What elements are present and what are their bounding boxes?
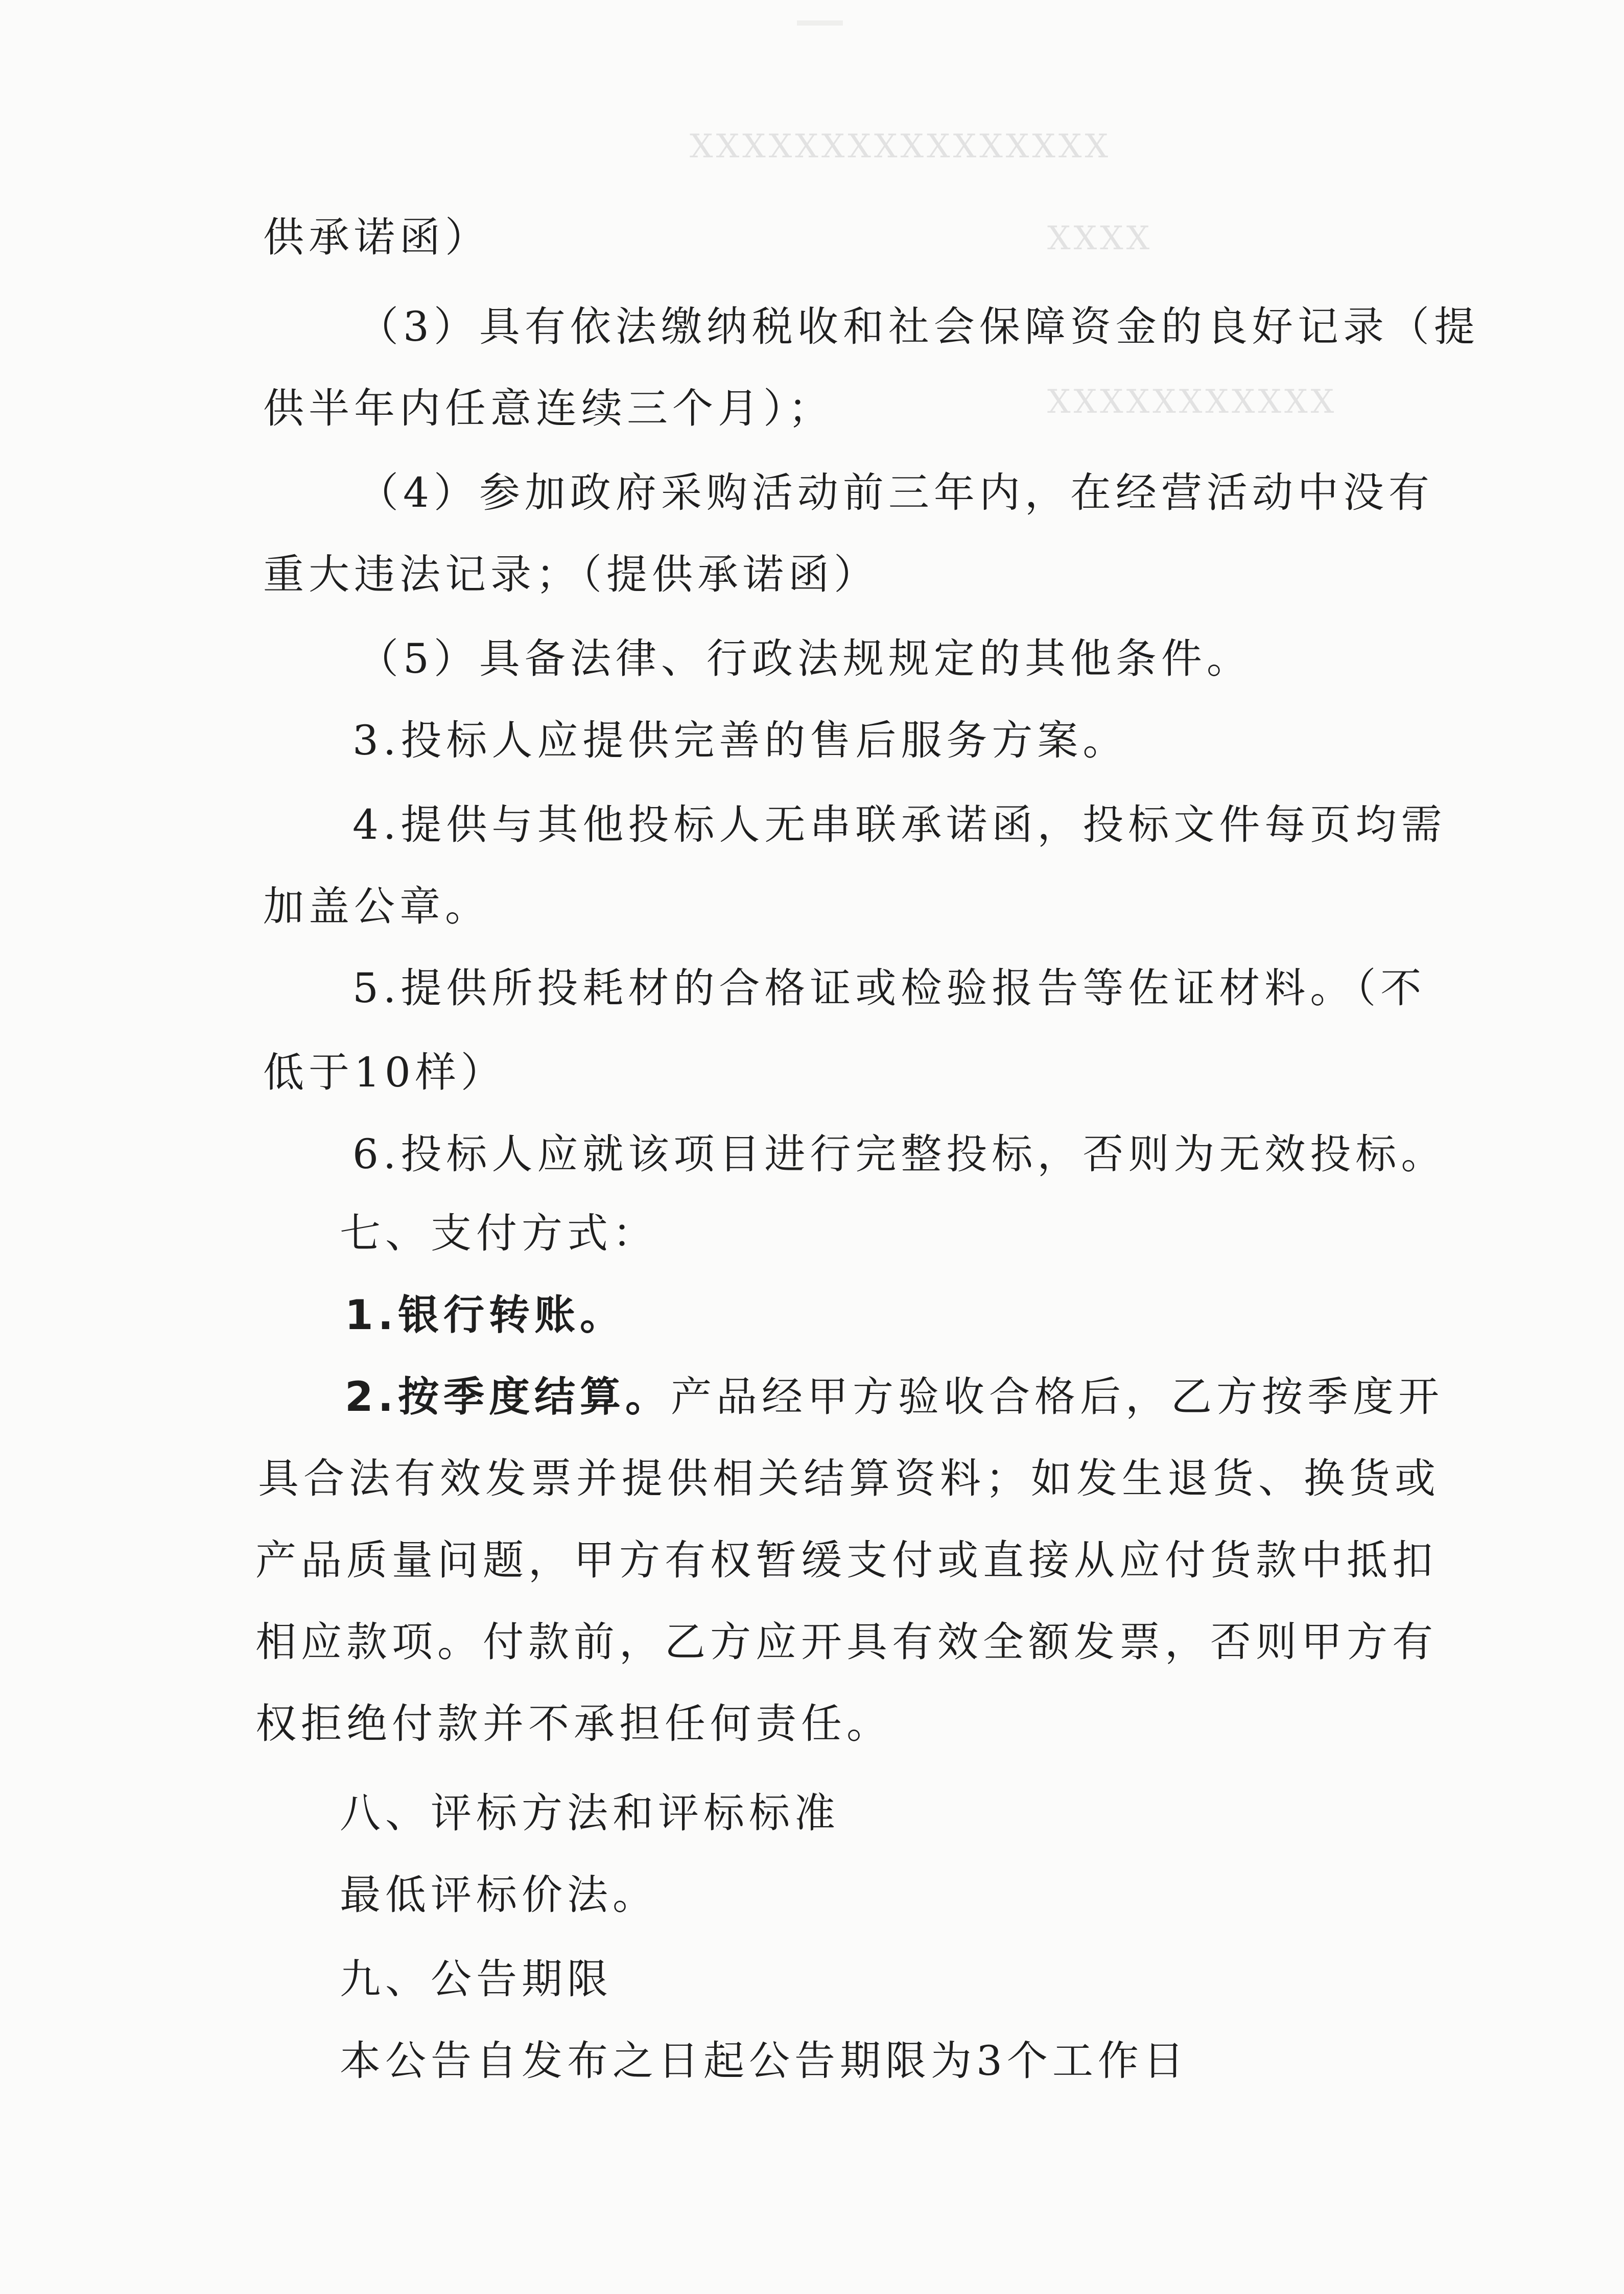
bold-lead-text: 2.按季度结算。 <box>345 1373 671 1421</box>
text-line: 供承诺函） <box>263 214 490 261</box>
text-line: （3）具有依法缴纳税收和社会保障资金的良好记录（提 <box>358 303 1479 350</box>
text-line: 重大违法记录；（提供承诺函） <box>263 551 879 598</box>
text-line: 相应款项。付款前，乙方应开具有效全额发票，否则甲方有 <box>255 1618 1438 1666</box>
text-line: 5.提供所投耗材的合格证或检验报告等佐证材料。（不 <box>352 964 1426 1012</box>
ghost-header-text: XXXXXXXXXXXXXXXX <box>690 128 1111 165</box>
text-line: 供半年内任意连续三个月）； <box>263 385 834 432</box>
ghost-side-text: XXXXXXXXXXX <box>1047 383 1337 421</box>
text-line: 3.投标人应提供完善的售后服务方案。 <box>352 717 1128 764</box>
text-line: 最低评标价法。 <box>340 1871 658 1919</box>
text-line: （5）具备法律、行政法规规定的其他条件。 <box>358 635 1252 682</box>
text-line: 权拒绝付款并不承担任何责任。 <box>255 1700 892 1747</box>
scan-speck <box>797 20 843 26</box>
ghost-side-text: XXXX <box>1047 220 1153 257</box>
text-line: 6.投标人应就该项目进行完整投标，否则为无效投标。 <box>352 1130 1447 1178</box>
text-line: 本公告自发布之日起公告期限为3个工作日 <box>340 2037 1189 2085</box>
text-line: 加盖公章。 <box>263 883 490 930</box>
line-continuation: 产品经甲方验收合格后，乙方按季度开 <box>671 1373 1444 1421</box>
section-heading: 八、评标方法和评标标准 <box>340 1789 840 1837</box>
text-line-bold: 1.银行转账。 <box>345 1291 626 1339</box>
text-line: 具合法有效发票并提供相关结算资料；如发生退货、换货或 <box>258 1455 1440 1502</box>
text-line: （4）参加政府采购活动前三年内，在经营活动中没有 <box>358 469 1434 516</box>
text-line: 产品质量问题，甲方有权暂缓支付或直接从应付货款中抵扣 <box>255 1536 1438 1584</box>
text-line: 4.提供与其他投标人无串联承诺函，投标文件每页均需 <box>352 801 1447 848</box>
section-heading: 九、公告期限 <box>340 1955 613 2003</box>
text-line <box>345 1371 1444 1423</box>
section-heading: 七、支付方式： <box>340 1210 658 1257</box>
text-line: 低于10样） <box>263 1049 506 1096</box>
